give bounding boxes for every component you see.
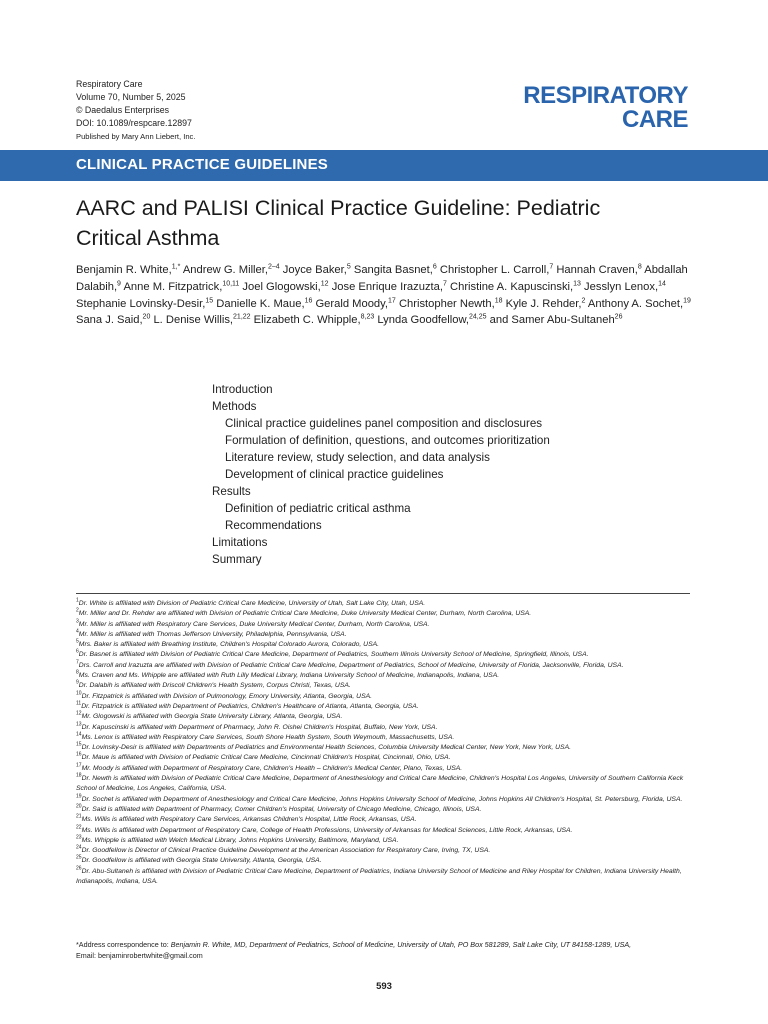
footnote-text: Ms. Willis is affiliated with Department of Respiratory Care, College of Health Professions, University of Arkansas for Medical Sciences, Little Rock, Arkansas, USA. xyxy=(81,826,573,834)
author-affiliation-marker: 2 xyxy=(581,296,586,304)
footnote-text: Dr. Dalabih is affiliated with Driscoll Children's Health System, Corpus Christi, Texas, USA. xyxy=(78,682,351,690)
footnote-number: 12 xyxy=(76,711,82,717)
author-affiliation-marker: 20 xyxy=(142,313,151,321)
author xyxy=(123,281,239,293)
footnote xyxy=(76,681,696,691)
footnote xyxy=(76,826,696,836)
correspondence-label: *Address correspondence to: xyxy=(76,940,169,949)
author-affiliation-marker: 19 xyxy=(683,296,691,304)
footnote-text: Dr. Basnet is affiliated with Division of Pediatric Critical Care Medicine, Department of Pediatrics, Southern Illinois University School of Medicine, Springfield, Illinois, USA. xyxy=(78,651,589,659)
author xyxy=(283,264,351,276)
footnote-text: Mr. Glogowski is affiliated with Georgia State University Library, Atlanta, Georgia, USA. xyxy=(81,713,343,721)
author xyxy=(506,298,586,310)
footnote-number: 3 xyxy=(76,618,79,625)
footnote xyxy=(76,661,696,671)
author xyxy=(242,281,328,293)
footnote-text: Mr. Miller is affiliated with Thomas Jefferson University, Philadelphia, Pennsylvania, USA. xyxy=(78,630,347,638)
toc-item[interactable]: Recommendations xyxy=(225,519,322,532)
footnote-text: Mrs. Baker is affiliated with Breathing Institute, Children's Hospital Colorado Aurora, Colorado, USA. xyxy=(78,641,380,649)
author-name: Kyle J. Rehder, xyxy=(505,297,582,310)
footnote-text: Dr. Sochet is affiliated with Department of Anesthesiology and Critical Care Medicine, Johns Hopkins University School of Medicine, Johns Hopkins All Children's Hospital, St. Petersburg, Florida, USA. xyxy=(81,795,683,803)
author-affiliation-marker: 8 xyxy=(637,263,642,271)
email-address[interactable]: benjaminrobertwhite@gmail.com xyxy=(97,951,203,960)
footnote xyxy=(76,609,696,619)
footnote-text: Ms. Lenox is affiliated with Respiratory Care Services, South Shore Health System, South Weymouth, Massachusetts, USA. xyxy=(81,733,455,741)
footnote-text: Ms. Willis is affiliated with Respiratory Care Services, Arkansas Children's Hospital, Little Rock, Arkansas, USA. xyxy=(81,816,417,824)
footnote xyxy=(76,815,696,825)
author xyxy=(76,314,150,326)
footnote xyxy=(76,795,696,805)
footnote xyxy=(76,640,696,650)
footnote-number: 19 xyxy=(76,793,82,800)
author xyxy=(490,314,623,326)
author-name: Gerald Moody, xyxy=(315,297,389,310)
author xyxy=(254,314,375,326)
author-name: Sana J. Said, xyxy=(76,314,143,327)
footnote-text: Dr. Lovinsky-Desir is affiliated with Departments of Pediatrics and Environmental Health Sciences, Columbia University Medical Center, New York, New York, USA. xyxy=(81,744,572,752)
footnote-number: 21 xyxy=(76,813,82,820)
footnote-number: 24 xyxy=(76,844,82,851)
author-name: Abdallah Dalabih, xyxy=(76,264,688,293)
author-name: Elizabeth C. Whipple, xyxy=(253,314,361,327)
footnote-number: 22 xyxy=(76,824,82,831)
toc-item[interactable]: Summary xyxy=(212,553,262,566)
author-name: Lynda Goodfellow, xyxy=(377,314,470,327)
correspondence xyxy=(76,939,696,961)
author-affiliation-marker: 24,25 xyxy=(469,313,487,321)
footnote xyxy=(76,692,696,702)
author xyxy=(399,298,503,310)
footnote-number: 25 xyxy=(76,855,82,862)
author-name: Sangita Basnet, xyxy=(353,264,433,276)
author-name: and Samer Abu-Sultaneh xyxy=(489,314,615,327)
footnote-number: 8 xyxy=(76,669,79,676)
footnote xyxy=(76,733,696,743)
author-affiliation-marker: 8,23 xyxy=(360,313,375,321)
author xyxy=(76,264,180,276)
table-of-contents xyxy=(212,381,550,568)
author-affiliation-marker: 10,11 xyxy=(222,280,240,288)
article-title-line-1: AARC and PALISI Clinical Practice Guideline: Pediatric xyxy=(76,196,601,220)
footnote xyxy=(76,836,696,846)
footnote-text: Dr. Goodfellow is Director of Clinical Practice Guideline Development at the American Association for Respiratory Care, Irving, TX, USA. xyxy=(81,847,491,855)
author-name: Christine A. Kapuscinski, xyxy=(450,280,574,293)
author-name: Benjamin R. White, xyxy=(76,264,172,276)
footnote-number: 9 xyxy=(76,680,79,687)
footnote-text: Mr. Moody is affiliated with Department of Respiratory Care, Children's Health – Children's Medical Center, Plano, Texas, USA. xyxy=(81,764,463,772)
footnote-divider xyxy=(76,593,690,594)
footnote-number: 11 xyxy=(76,700,82,707)
footnote-text: Dr. Maue is affiliated with Division of Pediatric Critical Care Medicine, Cincinnati Children's Hospital, Cincinnati, Ohio, USA. xyxy=(81,754,451,762)
author xyxy=(377,314,486,326)
author-affiliation-marker: 12 xyxy=(320,280,329,288)
footnote xyxy=(76,774,696,795)
footnote-number: 13 xyxy=(76,721,82,728)
author-name: Anne M. Fitzpatrick, xyxy=(123,280,223,293)
footnote xyxy=(76,650,696,660)
footnote xyxy=(76,723,696,733)
author-name: Jose Enrique Irazuzta, xyxy=(331,280,443,293)
author xyxy=(354,264,437,276)
footnote-text: Mr. Miller is affiliated with Respiratory Care Services, Duke University Medical Center, Durham, North Carolina, USA. xyxy=(78,620,430,628)
journal-publisher: Published by Mary Ann Liebert, Inc. xyxy=(76,132,196,141)
author xyxy=(76,298,213,310)
toc-item[interactable]: Literature review, study selection, and data analysis xyxy=(225,451,490,464)
footnote-text: Dr. Abu-Sultaneh is affiliated with Division of Pediatric Critical Care Medicine, Department of Pediatrics, Indiana University School of Medicine and Riley Hospital for Children, Indiana University Health, Indianapolis, Indiana, USA. xyxy=(76,867,682,886)
footnote-number: 4 xyxy=(76,628,79,635)
toc-item[interactable]: Methods xyxy=(212,400,257,413)
footnote-text: Dr. Fitzpatrick is affiliated with Division of Pulmonology, Emory University, Atlanta, Georgia, USA. xyxy=(81,692,373,700)
author-affiliation-marker: 14 xyxy=(658,280,666,288)
footnote xyxy=(76,753,696,763)
footnote xyxy=(76,630,696,640)
footnote-text: Dr. Fitzpatrick is affiliated with Department of Pediatrics, Children's Healthcare of Atlanta, Atlanta, Georgia, USA. xyxy=(81,702,419,710)
footnote-text: Dr. Newth is affiliated with Division of Pediatric Critical Care Medicine, Department of Anesthesiology and Critical Care Medicine, Children's Hospital Los Angeles, University of Southern California Keck School of Medicine, Los Angeles, California, USA. xyxy=(76,775,684,793)
author xyxy=(216,298,312,310)
footnote xyxy=(76,856,696,866)
author-name: L. Denise Willis, xyxy=(153,314,234,327)
footnote xyxy=(76,671,696,681)
author-affiliation-marker: 16 xyxy=(304,296,313,304)
footnote-number: 20 xyxy=(76,803,82,810)
author xyxy=(315,298,395,310)
footnote-number: 15 xyxy=(76,741,82,748)
toc-item[interactable]: Definition of pediatric critical asthma xyxy=(225,502,411,515)
toc-item[interactable]: Clinical practice guidelines panel composition and disclosures xyxy=(225,417,543,430)
author-name: Hannah Craven, xyxy=(556,264,638,276)
logo-line-1: RESPIRATORY xyxy=(523,82,688,109)
toc-item[interactable]: Formulation of definition, questions, and outcomes prioritization xyxy=(225,434,550,447)
footnote-number: 16 xyxy=(76,752,82,759)
article-title xyxy=(76,193,696,253)
journal-name: Respiratory Care xyxy=(76,79,143,89)
footnote-text: Mr. Miller and Dr. Rehder are affiliated with Division of Pediatric Critical Care Medicine, Duke University Medical Center, Durham, North Carolina, USA. xyxy=(78,610,532,618)
section-banner-label: CLINICAL PRACTICE GUIDELINES xyxy=(76,156,329,173)
author-affiliation-marker: 6 xyxy=(432,263,437,271)
author xyxy=(556,264,641,276)
footnote-number: 7 xyxy=(76,659,79,666)
author-name: Stephanie Lovinsky-Desir, xyxy=(76,297,206,310)
footnote-number: 26 xyxy=(76,865,82,872)
author-name: Anthony A. Sochet, xyxy=(587,297,684,310)
footnote-number: 14 xyxy=(76,731,82,738)
footnote xyxy=(76,599,696,609)
author-list xyxy=(76,262,696,329)
author-affiliation-marker: 26 xyxy=(614,313,623,321)
journal-logo xyxy=(523,84,688,132)
author xyxy=(584,281,666,293)
footnote-number: 6 xyxy=(76,649,79,656)
footnote xyxy=(76,743,696,753)
author xyxy=(440,264,553,276)
footnote xyxy=(76,702,696,712)
toc-item[interactable]: Development of clinical practice guidelines xyxy=(225,468,444,481)
footnote-number: 18 xyxy=(76,772,82,779)
author-affiliation-marker: 2–4 xyxy=(268,263,280,271)
author xyxy=(332,281,447,293)
footnote-number: 5 xyxy=(76,638,79,645)
footnote-number: 2 xyxy=(76,608,79,615)
footnote-text: Drs. Carroll and Irazuzta are affiliated with Division of Pediatric Critical Care Medicine, Department of Pediatrics, School of Medicine, University of Florida, Jacksonville, Florida, USA. xyxy=(78,661,624,669)
footnote xyxy=(76,764,696,774)
author-affiliation-marker: 15 xyxy=(205,296,214,304)
author-name: Jesslyn Lenox, xyxy=(584,280,659,293)
author-name: Christopher Newth, xyxy=(398,297,495,310)
journal-copyright: © Daedalus Enterprises xyxy=(76,105,170,115)
author-affiliation-marker: 9 xyxy=(117,280,121,288)
author-name: Andrew G. Miller, xyxy=(182,264,268,276)
footnote xyxy=(76,620,696,630)
toc-item[interactable]: Introduction xyxy=(212,383,273,396)
author-name: Christopher L. Carroll, xyxy=(439,264,550,276)
section-banner xyxy=(0,150,768,181)
author-name: Joyce Baker, xyxy=(282,264,347,276)
author-affiliation-marker: 17 xyxy=(388,296,396,304)
footnote-number: 1 xyxy=(76,597,79,604)
author-affiliation-marker: 7 xyxy=(549,263,554,271)
author xyxy=(450,281,581,293)
toc-item[interactable]: Limitations xyxy=(212,536,268,549)
footnote-text: Ms. Whipple is affiliated with Welch Medical Library, Johns Hopkins University, Baltimore, Maryland, USA. xyxy=(81,836,399,844)
footnote-text: Dr. White is affiliated with Division of Pediatric Critical Care Medicine, University of Utah, Salt Lake City, Utah, USA. xyxy=(78,600,426,607)
logo-line-2: CARE xyxy=(621,106,688,133)
footnote-number: 23 xyxy=(76,834,82,841)
correspondence-address: Benjamin R. White, MD, Department of Pediatrics, School of Medicine, University of Utah, PO Box 581289, Salt Lake City, UT 84158-1289, USA, xyxy=(170,940,632,949)
footnote xyxy=(76,805,696,815)
author xyxy=(183,264,280,276)
journal-doi: DOI: 10.1089/respcare.12897 xyxy=(76,118,192,128)
author-affiliation-marker: 5 xyxy=(346,263,351,271)
author-affiliation-marker: 7 xyxy=(443,280,447,288)
toc-item[interactable]: Results xyxy=(212,485,251,498)
author-affiliation-marker: 18 xyxy=(494,296,503,304)
footnote-number: 17 xyxy=(76,762,82,769)
author-name: Danielle K. Maue, xyxy=(216,297,305,310)
footnote-text: Dr. Said is affiliated with Department of Pharmacy, Comer Children's Hospital, University of Chicago Medicine, Chicago, Illinois, USA. xyxy=(81,805,482,813)
email-label: Email: xyxy=(76,951,96,960)
journal-volume: Volume 70, Number 5, 2025 xyxy=(76,92,186,102)
footnote-text: Dr. Kapuscinski is affiliated with Department of Pharmacy, John R. Oishei Children's Hospital, Buffalo, New York, USA. xyxy=(81,723,438,731)
article-title-line-2: Critical Asthma xyxy=(76,226,220,250)
footnote-text: Ms. Craven and Ms. Whipple are affiliated with Ruth Lilly Medical Library, Indiana University School of Medicine, Indianapolis, Indiana, USA. xyxy=(78,672,500,680)
footnote xyxy=(76,867,696,888)
footnote-number: 10 xyxy=(76,690,82,697)
footnote xyxy=(76,712,696,722)
author-affiliation-marker: 13 xyxy=(573,280,581,288)
author xyxy=(588,298,691,310)
footnote xyxy=(76,846,696,856)
author-name: Joel Glogowski, xyxy=(242,280,321,293)
author xyxy=(153,314,250,326)
affiliation-footnotes xyxy=(76,599,696,887)
author-affiliation-marker: 21,22 xyxy=(233,313,251,321)
author-affiliation-marker: 1,* xyxy=(171,263,181,271)
page-number: 593 xyxy=(376,981,392,992)
journal-meta xyxy=(76,78,195,143)
footnote-text: Dr. Goodfellow is affiliated with Georgia State University, Atlanta, Georgia, USA. xyxy=(81,857,322,865)
